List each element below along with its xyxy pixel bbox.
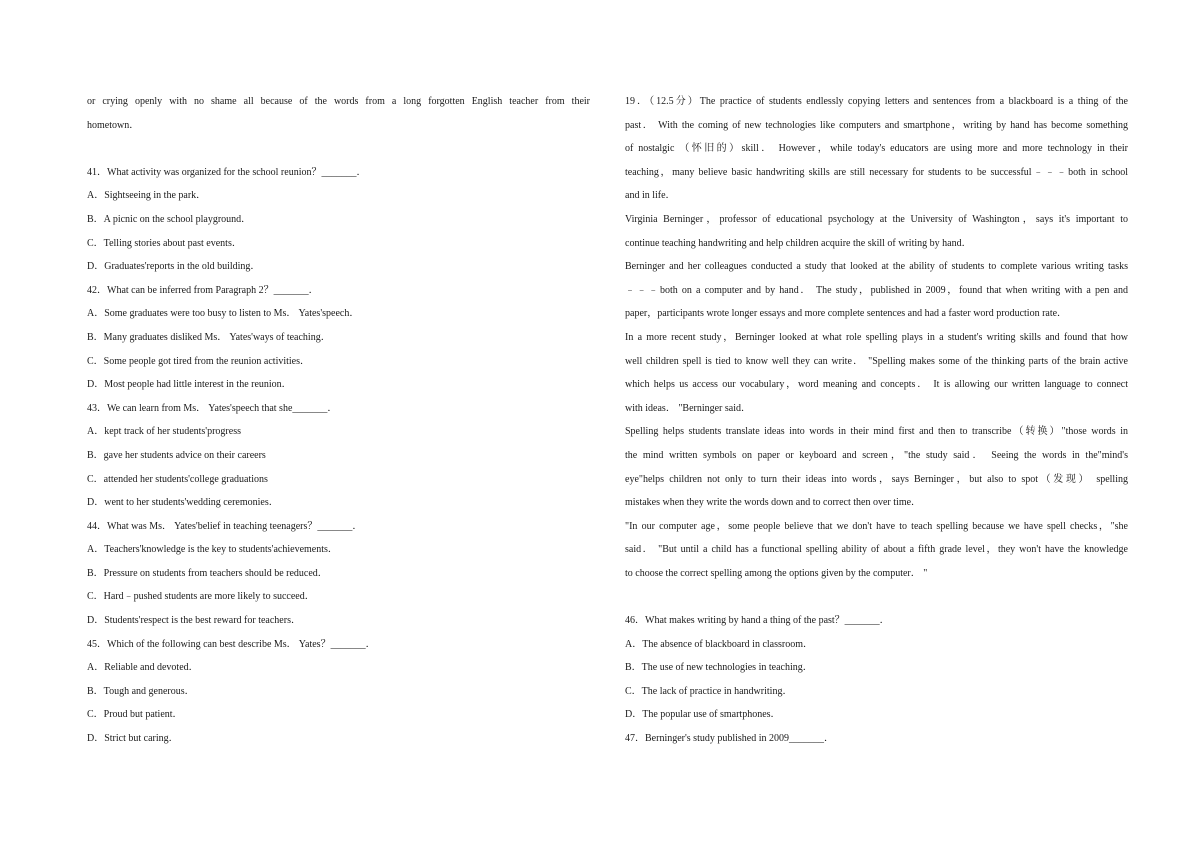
passage-line: said． "But until a child has a functional spelling ability of about a fifth grade level，they won't have the knowledge xyxy=(625,544,1128,556)
passage-line: with ideas． "Berninger said． xyxy=(625,402,752,414)
question-41: 41．What activity was organized for the school reunion？_______． xyxy=(87,166,367,178)
option-42-a: A．Some graduates were too busy to listen to Ms． Yates'speech． xyxy=(87,308,360,320)
passage-line: eye"helps children not only to turn their ideas into words，says Berninger，but also to spot（发现） spelling xyxy=(625,473,1128,485)
option-46-a: A．The absence of blackboard in classroom． xyxy=(625,638,813,650)
option-42-c: C．Some people got tired from the reunion activities． xyxy=(87,355,311,367)
question-19-header: 19．（12.5分）The practice of students endlessly copying letters and sentences from a blackboard is a thing of the xyxy=(625,96,1128,107)
passage-line: well children spell is tied to know well they can write． "Spelling makes some of the thinking parts of the brain active xyxy=(625,355,1128,367)
option-43-b: B．gave her students advice on their careers xyxy=(87,449,266,461)
passage-line: and in life． xyxy=(625,190,676,202)
question-46: 46．What makes writing by hand a thing of the past？_______． xyxy=(625,615,890,627)
option-41-b: B．A picnic on the school playground． xyxy=(87,213,252,225)
passage-line: teaching，many believe basic handwriting skills are still necessary for students to be successful﹣﹣﹣both in school xyxy=(625,166,1128,178)
option-41-c: C．Telling stories about past events． xyxy=(87,237,242,249)
option-43-d: D．went to her students'wedding ceremonies． xyxy=(87,497,279,509)
passage-line: paper，participants wrote longer essays and more complete sentences and had a faster word production rate． xyxy=(625,308,1068,320)
option-46-b: B．The use of new technologies in teaching． xyxy=(625,662,813,674)
option-42-d: D．Most people had little interest in the reunion． xyxy=(87,379,292,391)
option-46-d: D．The popular use of smartphones． xyxy=(625,709,781,721)
option-42-b: B．Many graduates disliked Ms． Yates'ways of teaching． xyxy=(87,331,331,343)
option-41-d: D．Graduates'reports in the old building． xyxy=(87,261,261,273)
passage-line: Virginia Berninger，professor of educational psychology at the University of Washington，says it's important to xyxy=(625,213,1128,225)
right-column xyxy=(625,90,1128,751)
option-41-a: A．Sightseeing in the park． xyxy=(87,190,207,202)
option-44-b: B．Pressure on students from teachers should be reduced． xyxy=(87,567,328,579)
question-47: 47．Berninger's study published in 2009_______． xyxy=(625,733,835,745)
passage-line: "In our computer age，some people believe that we don't have to teach spelling because we have spell checks，"she xyxy=(625,520,1128,532)
passage-line: the mind written symbols on paper or keyboard and screen，"the study said． Seeing the words in the"mind's xyxy=(625,449,1128,461)
passage-line: Spelling helps students translate ideas into words in their mind first and then to transcribe（转换）"those words in xyxy=(625,426,1128,438)
question-43: 43．We can learn from Ms． Yates'speech that she_______． xyxy=(87,402,338,414)
question-45: 45．Which of the following can best describe Ms． Yates？_______． xyxy=(87,638,376,650)
option-45-a: A．Reliable and devoted． xyxy=(87,662,199,674)
passage-line: or crying openly with no shame all because of the words from a long forgotten English teacher from their xyxy=(87,96,590,107)
blank-line xyxy=(87,137,590,161)
question-42: 42．What can be inferred from Paragraph 2？_______． xyxy=(87,284,319,296)
passage-line: mistakes when they write the words down and to correct then over time． xyxy=(625,497,922,509)
option-44-c: C．Hard﹣pushed students are more likely to succeed． xyxy=(87,591,315,603)
option-43-a: A．kept track of her students'progress xyxy=(87,426,241,438)
blank-line xyxy=(625,585,1128,609)
option-45-c: C．Proud but patient． xyxy=(87,709,183,721)
left-column xyxy=(87,90,590,751)
passage-line: continue teaching handwriting and help children acquire the skill of writing by hand． xyxy=(625,237,972,249)
passage-line: ﹣﹣﹣both on a computer and by hand． The study，published in 2009，found that when writing with a pen and xyxy=(625,284,1128,296)
question-44: 44．What was Ms． Yates'belief in teaching teenagers？_______． xyxy=(87,520,363,532)
passage-line: In a more recent study，Berninger looked at what role spelling plays in a student's writing skills and found that how xyxy=(625,331,1128,343)
passage-line: Berninger and her colleagues conducted a study that looked at the ability of students to complete various writing tasks xyxy=(625,261,1128,273)
passage-line: past． With the coming of new technologies like computers and smartphone，writing by hand has become something xyxy=(625,119,1128,131)
option-44-d: D．Students'respect is the best reward for teachers． xyxy=(87,615,301,627)
option-43-c: C．attended her students'college graduations xyxy=(87,473,268,485)
passage-line: which helps us access our vocabulary，word meaning and concepts． It is allowing our written language to connect xyxy=(625,379,1128,391)
passage-line: of nostalgic （怀旧的）skill． However，while today's educators are using more and more technology in their xyxy=(625,143,1128,155)
option-44-a: A．Teachers'knowledge is the key to students'achievements． xyxy=(87,544,338,556)
option-45-b: B．Tough and generous． xyxy=(87,685,195,697)
option-45-d: D．Strict but caring． xyxy=(87,733,179,745)
passage-line: to choose the correct spelling among the options given by the computer． " xyxy=(625,567,928,579)
option-46-c: C．The lack of practice in handwriting． xyxy=(625,685,793,697)
passage-line: hometown． xyxy=(87,119,140,131)
